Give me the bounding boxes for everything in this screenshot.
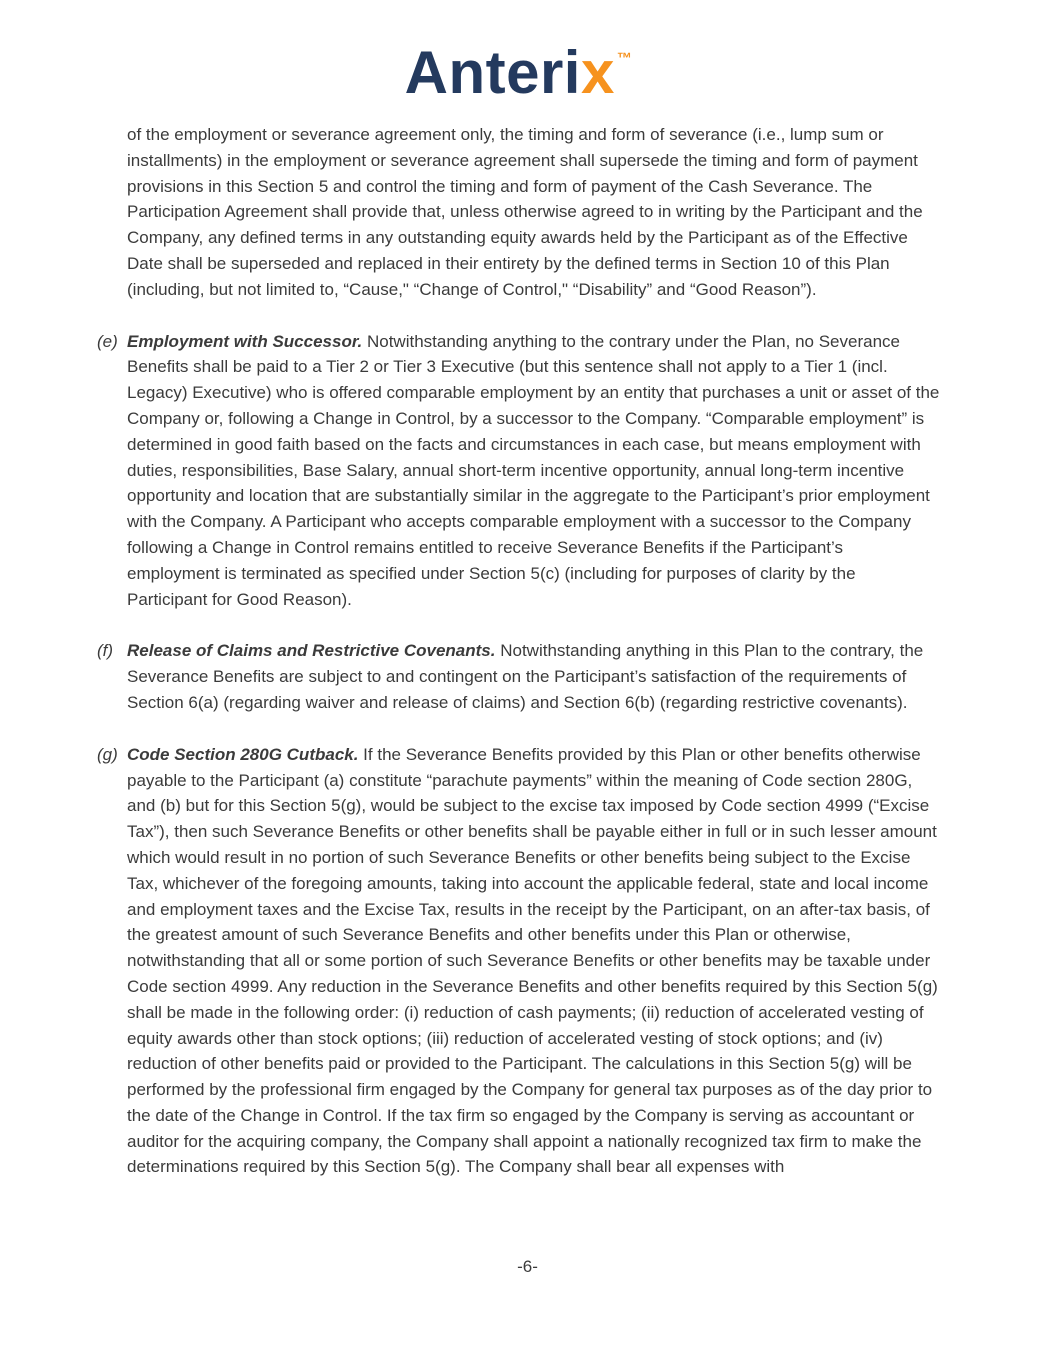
paragraph-f-body: [127, 638, 940, 715]
paragraph-e-label: (e): [97, 331, 118, 351]
paragraph-g-body: [127, 742, 940, 1181]
trademark-symbol: ™: [616, 50, 633, 67]
paragraph-g-heading: Code Section 280G Cutback.: [127, 744, 359, 764]
paragraph-g-text: If the Severance Benefits provided by this Plan or other benefits otherwise payable to the Participant (a) constitute “parachute payments” within the meaning of Code section 280G, and (b) but for this Section 5(g), would be subject to the excise tax imposed by Code section 4999 (“Excise Tax”), then such Severance Benefits or other benefits shall be payable either in full or in such lesser amount which would result in no portion of such Severance Benefits or other benefits being subject to the Excise Tax, whichever of the foregoing amounts, taking into account the applicable federal, state and local income and employment taxes and the Excise Tax, results in the receipt by the Participant, on an after-tax basis, of the greatest amount of such Severance Benefits and other benefits under this Plan or otherwise, notwithstanding that all or some portion of such Severance Benefits or other benefits may be taxable under Code section 4999. Any reduction in the Severance Benefits and other benefits required by this Section 5(g) shall be made in the following order: (i) reduction of cash payments; (ii) reduction of accelerated vesting of equity awards other than stock options; (iii) reduction of accelerated vesting of stock options; and (iv) reduction of other benefits paid or provided to the Participant. The calculations in this Section 5(g) will be performed by the professional firm engaged by the Company for general tax purposes as of the day prior to the date of the Change in Control. If the tax firm so engaged by the Company is serving as accountant or auditor for the acquiring company, the Company shall appoint a nationally recognized tax firm to make the determinations required by this Section 5(g). The Company shall bear all expenses with: [127, 744, 938, 1177]
paragraph-e-heading: Employment with Successor.: [127, 331, 363, 351]
paragraph-continuation: of the employment or severance agreement only, the timing and form of severance (i.e., lump sum or installments) in the employment or severance agreement shall supersede the timing and form of payment provisions in this Section 5 and control the timing and form of payment of the Cash Severance. The Participation Agreement shall provide that, unless otherwise agreed to in writing by the Participant and the Company, any defined terms in any outstanding equity awards held by the Participant as of the Effective Date shall be superseded and replaced in their entirety by the defined terms in Section 10 of this Plan (including, but not limited to, “Cause," “Change of Control," “Disability” and “Good Reason”).: [127, 125, 923, 299]
paragraph-f: [97, 638, 940, 715]
company-logo: [97, 40, 940, 106]
paragraph-f-heading: Release of Claims and Restrictive Covenants.: [127, 641, 496, 661]
paragraph-e: [97, 329, 940, 613]
paragraph-g: [97, 742, 940, 1181]
paragraph-f-label: (f): [97, 641, 114, 661]
paragraph-g-label: (g): [97, 744, 118, 764]
document-body: [97, 122, 940, 1180]
logo-text-main: Anteri: [404, 39, 581, 106]
paragraph-e-body: [127, 329, 940, 613]
logo-text-accent: x: [580, 39, 615, 106]
paragraph-f-text: Notwithstanding anything in this Plan to the contrary, the Severance Benefits are subject to and contingent on the Participant’s satisfaction of the requirements of Section 6(a) (regarding waiver and release of claims) and Section 6(b) (regarding restrictive covenants).: [127, 641, 924, 712]
paragraph-e-text: Notwithstanding anything to the contrary under the Plan, no Severance Benefits shall be paid to a Tier 2 or Tier 3 Executive (but this sentence shall not apply to a Tier 1 (incl. Legacy) Executive) who is offered comparable employment by an entity that purchases a unit or asset of the Company or, following a Change in Control, by a successor to the Company. “Comparable employment” is determined in good faith based on the facts and circumstances in each case, but means employment with duties, responsibilities, Base Salary, annual short-term incentive opportunity, annual long-term incentive opportunity and location that are substantially similar in the aggregate to the Participant’s prior employment with the Company. A Participant who accepts comparable employment with a successor to the Company following a Change in Control remains entitled to receive Severance Benefits if the Participant’s employment is terminated as specified under Section 5(c) (including for purposes of clarity by the Participant for Good Reason).: [127, 331, 940, 609]
page-number: -6-: [517, 1257, 538, 1276]
